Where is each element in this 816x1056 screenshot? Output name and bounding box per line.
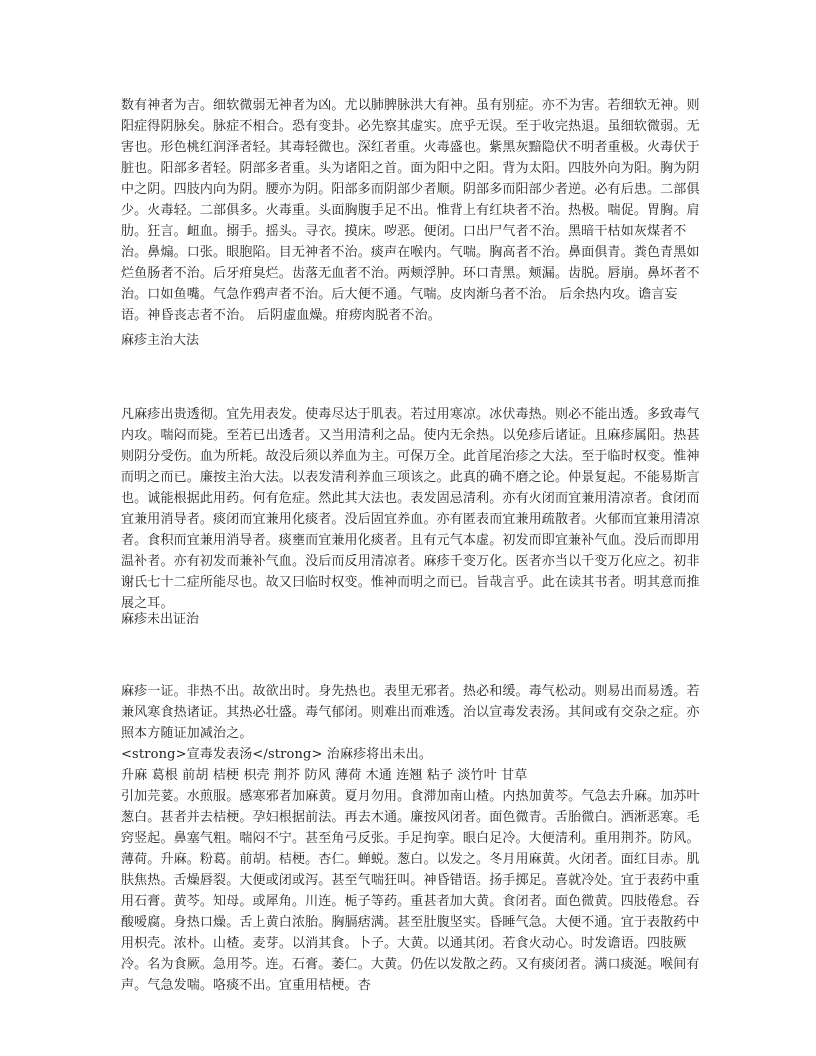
paragraph-pulse-and-prognosis: 数有神者为吉。细软微弱无神者为凶。尤以肺脾脉洪大有神。虽有别症。亦不为害。若细软无神。则阳症得阴脉矣。脉症不相合。恐有变卦。必先察其虚实。庶乎无误。至于收完热退。虽细软微弱。无害也。形色桃红润泽者轻。其毒轻微也。深红者重。火毒盛也。紫黑灰黯隐伏不明者重极。火毒伏于脏也。阳部多者轻。阴部多者重。头为诸阳之首。面为阳中之阳。背为太阳。四肢外向为阳。胸为阴中之阴。四肢内向为阴。腰亦为阴。阳部多而阴部少者顺。阴部多而阳部少者逆。必有后患。二部俱少。火毒轻。二部俱多。火毒重。头面胸腹手足不出。惟背上有红块者不治。热极。喘促。胃胸。肩肋。狂言。衄血。搦手。摇头。寻衣。摸床。哕恶。便闭。口出尸气者不治。黑暗干枯如灰煤者不治。鼻煽。口张。眼胞陷。目无神者不治。痰声在喉内。气喘。胸高者不治。鼻面俱青。粪色青黑如烂鱼肠者不治。后牙疳臭烂。齿落无血者不治。两颊浮肿。环口青黑。颊漏。齿脱。唇崩。鼻坏者不治。口如鱼嘴。气急作鸦声者不治。后大便不通。气喘。皮肉渐乌者不治。 后余热内攻。谵言妄语。神昏丧志者不治。 后阴虚血燥。疳痨肉脱者不治。 <box>121 98 700 323</box>
section-heading-treatment-principles: 麻疹主治大法 <box>121 333 200 348</box>
paragraph-treatment-principles: 凡麻疹出贵透彻。宜先用表发。使毒尽达于肌表。若过用寒凉。冰伏毒热。则必不能出透。多致毒气内攻。喘闷而毙。至若已出透者。又当用清利之品。使内无余热。以免疹后诸证。且麻疹属阳。热甚则阴分受伤。血为所耗。故没后须以养血为主。可保万全。此首尾治疹之大法。至于临时权变。惟神而明之而已。廉按主治大法。以表发清利养血三项该之。此真的确不磨之论。仲景复起。不能易斯言也。诚能根据此用药。何有危症。然此其大法也。表发固忌清利。亦有火闭而宜兼用清凉者。食闭而宜兼用消导者。痰闭而宜兼用化痰者。没后固宜养血。亦有匿表而宜兼用疏散者。火郁而宜兼用清凉者。食积而宜兼用消导者。痰壅而宜兼用化痰者。且有元气本虚。初发而即宜兼补气血。没后而即用温补者。亦有初发而兼补气血。没后而反用清凉者。麻疹千变万化。医者亦当以千变万化应之。初非谢氏七十二症所能尽也。故又曰临时权变。惟神而明之而已。旨哉言乎。此在读其书者。明其意而推展之耳。 <box>121 407 700 611</box>
section-heading-unerupted-measles: 麻疹未出证治 <box>121 612 200 627</box>
paragraph-unerupted-measles: 麻疹一证。非热不出。故欲出时。身先热也。表里无邪者。热必和缓。毒气松动。则易出而易透。若兼风寒食热诸证。其热必壮盛。毒气郁闭。则难出而难透。治以宣毒发表汤。其间或有交杂之症。亦照本方随证加减治之。 <strong>宣毒发表汤</strong> 治麻疹将出未出。 升麻 葛根 前胡 桔梗 枳壳 荆芥 防风 薄荷 木通 连翘 粘子 淡竹叶 甘草 引加芫荽。水煎服。感寒邪者加麻黄。夏月勿用。食滞加南山楂。内热加黄芩。气急去升麻。加苏叶葱白。甚者并去桔梗。孕妇根据前法。再去木通。廉按风闭者。面色微青。舌胎微白。洒淅恶寒。毛窍竖起。鼻塞气粗。喘闷不宁。甚至角弓反张。手足拘挛。眼白足冷。大便清利。重用荆芥。防风。薄荷。升麻。粉葛。前胡。桔梗。杏仁。蝉蜕。葱白。以发之。冬月用麻黄。火闭者。面红目赤。肌肤焦热。舌燥唇裂。大便或闭或泻。甚至气喘狂叫。神昏错语。扬手掷足。喜就冷处。宜于表药中重用石膏。黄芩。知母。或犀角。川连。栀子等药。重甚者加大黄。食闭者。面色微黄。四肢倦怠。吞酸嗳腐。身热口燥。舌上黄白浓胎。胸膈痞满。甚至肚腹坚实。昏睡气急。大便不通。宜于表散药中用枳壳。浓朴。山楂。麦芽。以消其食。卜子。大黄。以通其闭。若食火动心。时发谵语。四肢厥冷。名为食厥。急用芩。连。石膏。萎仁。大黄。仍佐以发散之药。又有痰闭者。满口痰涎。喉间有声。气急发喘。咯痰不出。宜重用桔梗。杏 <box>121 684 700 993</box>
